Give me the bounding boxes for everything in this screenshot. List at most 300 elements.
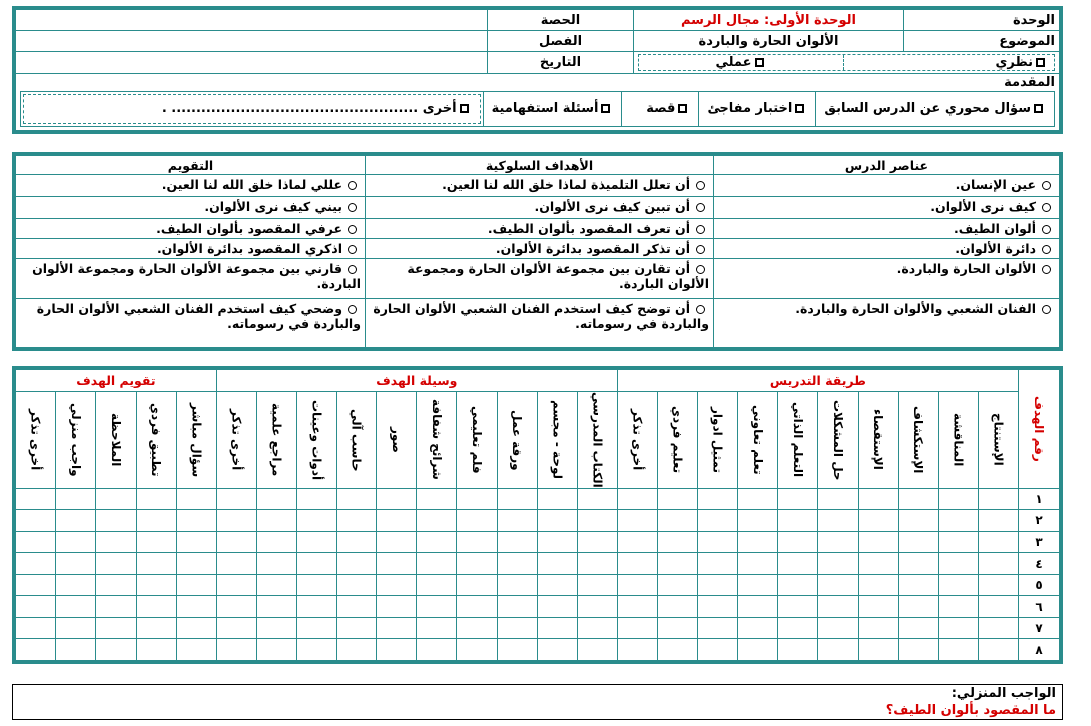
table-row xyxy=(16,617,1060,639)
grid-cell[interactable] xyxy=(898,553,938,575)
lesson-objective: أن توضح كيف استخدم الفنان الشعبي الألوان الحارة والباردة في رسوماته. xyxy=(366,299,714,348)
col-elements-header: عناصر الدرس xyxy=(714,156,1060,175)
grid-cell[interactable] xyxy=(778,574,818,596)
col-tool-header: شرائح شفافة xyxy=(417,392,457,489)
col-tool-header: حاسب آلي xyxy=(337,392,377,489)
grid-cell[interactable] xyxy=(577,553,617,575)
grid-cell[interactable] xyxy=(577,617,617,639)
grid-cell[interactable] xyxy=(457,639,497,661)
lesson-content-frame xyxy=(12,152,1063,351)
grid-cell[interactable] xyxy=(56,488,96,510)
grid-cell[interactable] xyxy=(96,596,136,618)
grid-cell[interactable] xyxy=(577,531,617,553)
grid-cell[interactable] xyxy=(577,488,617,510)
grid-cell[interactable] xyxy=(417,531,457,553)
class-value[interactable] xyxy=(16,31,488,52)
grid-cell[interactable] xyxy=(698,510,738,532)
grid-cell[interactable] xyxy=(617,617,657,639)
grid-cell[interactable] xyxy=(738,596,778,618)
col-tool-header: فلم تعليمي xyxy=(457,392,497,489)
table-row xyxy=(16,574,1060,596)
col-method-header: الإستقصاء xyxy=(858,392,898,489)
grid-cell[interactable] xyxy=(176,510,216,532)
grid-cell[interactable] xyxy=(778,488,818,510)
grid-cell[interactable] xyxy=(497,510,537,532)
grid-cell[interactable] xyxy=(818,596,858,618)
grid-cell[interactable] xyxy=(978,488,1018,510)
table-row xyxy=(16,510,1060,532)
grid-cell[interactable] xyxy=(297,639,337,661)
grid-cell[interactable] xyxy=(176,553,216,575)
col-objectives-header: الأهداف السلوكية xyxy=(366,156,714,175)
grid-cell[interactable] xyxy=(698,617,738,639)
grid-cell[interactable] xyxy=(337,596,377,618)
grid-cell[interactable] xyxy=(938,617,978,639)
col-tool-header: أدوات وعينات xyxy=(297,392,337,489)
grid-cell[interactable] xyxy=(978,553,1018,575)
grid-cell[interactable] xyxy=(417,596,457,618)
grid-cell[interactable] xyxy=(978,596,1018,618)
bullet-icon xyxy=(696,265,705,274)
grid-cell[interactable] xyxy=(457,531,497,553)
lesson-header-frame xyxy=(12,6,1063,134)
grid-cell[interactable] xyxy=(617,488,657,510)
lesson-evaluation: اذكري المقصود بدائرة الألوان. xyxy=(16,239,366,259)
grid-cell[interactable] xyxy=(337,639,377,661)
grid-cell[interactable] xyxy=(337,488,377,510)
col-tool-header: لوحة - مجسم xyxy=(537,392,577,489)
intro-option-other[interactable]: أخرى .................................................. . xyxy=(23,94,481,125)
grid-cell[interactable] xyxy=(96,488,136,510)
grid-cell[interactable] xyxy=(176,596,216,618)
lesson-element: دائرة الألوان. xyxy=(714,239,1060,259)
grid-cell[interactable] xyxy=(658,574,698,596)
objectives-grid-frame xyxy=(12,366,1063,664)
grid-cell[interactable] xyxy=(938,596,978,618)
grid-cell[interactable] xyxy=(617,510,657,532)
topic-value[interactable]: الألوان الحارة والباردة xyxy=(634,31,904,52)
grid-cell[interactable] xyxy=(938,531,978,553)
grid-cell[interactable] xyxy=(537,531,577,553)
grid-cell[interactable] xyxy=(16,488,56,510)
bullet-icon xyxy=(348,203,357,212)
checkbox-icon[interactable] xyxy=(460,104,469,113)
grid-cell[interactable] xyxy=(698,639,738,661)
grid-cell[interactable] xyxy=(978,639,1018,661)
grid-cell[interactable] xyxy=(698,574,738,596)
grid-cell[interactable] xyxy=(16,574,56,596)
grid-cell[interactable] xyxy=(16,510,56,532)
grid-cell[interactable] xyxy=(136,553,176,575)
grid-cell[interactable] xyxy=(136,617,176,639)
grid-cell[interactable] xyxy=(497,639,537,661)
grid-cell[interactable] xyxy=(938,553,978,575)
intro-option-story[interactable]: قصة xyxy=(621,92,698,127)
bullet-icon xyxy=(1042,203,1051,212)
grid-cell[interactable] xyxy=(256,639,296,661)
grid-cell[interactable] xyxy=(96,531,136,553)
grid-cell[interactable] xyxy=(577,574,617,596)
grid-cell[interactable] xyxy=(297,510,337,532)
grid-cell[interactable] xyxy=(898,510,938,532)
lesson-objective: أن تعرف المقصود بألوان الطيف. xyxy=(366,219,714,239)
row-number: ٣ xyxy=(1019,531,1060,553)
grid-cell[interactable] xyxy=(216,639,256,661)
grid-cell[interactable] xyxy=(16,617,56,639)
grid-cell[interactable] xyxy=(16,639,56,661)
grid-cell[interactable] xyxy=(698,531,738,553)
grid-cell[interactable] xyxy=(56,596,96,618)
unit-value[interactable]: الوحدة الأولى: مجال الرسم xyxy=(634,10,904,31)
row-number: ١ xyxy=(1019,488,1060,510)
col-number-header: رقم الهدف xyxy=(1019,370,1060,489)
grid-cell[interactable] xyxy=(96,510,136,532)
grid-cell[interactable] xyxy=(497,574,537,596)
grid-cell[interactable] xyxy=(497,596,537,618)
col-assessment-header: أخرى تذكر xyxy=(16,392,56,489)
grid-cell[interactable] xyxy=(256,510,296,532)
grid-cell[interactable] xyxy=(658,617,698,639)
table-row xyxy=(16,639,1060,661)
practical-checkbox[interactable] xyxy=(755,58,764,67)
grid-cell[interactable] xyxy=(377,510,417,532)
homework-value[interactable]: ما المقصود بألوان الطيف؟ xyxy=(885,703,1056,718)
grid-cell[interactable] xyxy=(16,531,56,553)
col-tool-header: صور xyxy=(377,392,417,489)
checkbox-icon[interactable] xyxy=(1034,104,1043,113)
grid-cell[interactable] xyxy=(658,553,698,575)
date-value[interactable] xyxy=(16,52,488,74)
grid-cell[interactable] xyxy=(818,510,858,532)
grid-cell[interactable] xyxy=(818,531,858,553)
checkbox-icon[interactable] xyxy=(678,104,687,113)
homework-label: الواجب المنزلي: xyxy=(951,686,1056,701)
group-methods-header: طريقة التدريس xyxy=(617,370,1018,392)
grid-cell[interactable] xyxy=(297,531,337,553)
grid-cell[interactable] xyxy=(216,553,256,575)
grid-cell[interactable] xyxy=(818,639,858,661)
grid-cell[interactable] xyxy=(337,510,377,532)
bullet-icon xyxy=(696,225,705,234)
grid-cell[interactable] xyxy=(297,596,337,618)
grid-cell[interactable] xyxy=(898,596,938,618)
grid-cell[interactable] xyxy=(457,574,497,596)
col-assessment-header: سؤال مباشر xyxy=(176,392,216,489)
intro-option-quiz[interactable]: اختبار مفاجئ xyxy=(698,92,815,127)
grid-cell[interactable] xyxy=(56,553,96,575)
grid-cell[interactable] xyxy=(537,574,577,596)
grid-cell[interactable] xyxy=(658,639,698,661)
grid-cell[interactable] xyxy=(417,488,457,510)
bullet-icon xyxy=(696,181,705,190)
grid-cell[interactable] xyxy=(738,510,778,532)
grid-cell[interactable] xyxy=(698,553,738,575)
grid-cell[interactable] xyxy=(417,510,457,532)
grid-cell[interactable] xyxy=(136,639,176,661)
col-method-header: المناقشة xyxy=(938,392,978,489)
grid-cell[interactable] xyxy=(337,574,377,596)
grid-cell[interactable] xyxy=(778,531,818,553)
grid-cell[interactable] xyxy=(577,639,617,661)
session-label: الحصة xyxy=(488,10,634,31)
intro-options xyxy=(16,91,1060,131)
grid-cell[interactable] xyxy=(377,553,417,575)
grid-cell[interactable] xyxy=(938,510,978,532)
grid-cell[interactable] xyxy=(16,596,56,618)
grid-cell[interactable] xyxy=(738,617,778,639)
lesson-element: الفنان الشعبي والألوان الحارة والباردة. xyxy=(714,299,1060,348)
grid-cell[interactable] xyxy=(256,488,296,510)
grid-cell[interactable] xyxy=(738,488,778,510)
grid-cell[interactable] xyxy=(96,553,136,575)
col-assessment-header: تطبيق فردي xyxy=(136,392,176,489)
grid-cell[interactable] xyxy=(617,553,657,575)
grid-cell[interactable] xyxy=(176,617,216,639)
grid-cell[interactable] xyxy=(778,639,818,661)
checkbox-icon[interactable] xyxy=(795,104,804,113)
lesson-type xyxy=(634,52,1060,74)
lesson-objective: أن تعلل التلميذة لماذا خلق الله لنا العين. xyxy=(366,175,714,197)
grid-cell[interactable] xyxy=(778,596,818,618)
grid-cell[interactable] xyxy=(216,574,256,596)
grid-cell[interactable] xyxy=(56,574,96,596)
bullet-icon xyxy=(348,305,357,314)
grid-cell[interactable] xyxy=(136,510,176,532)
grid-cell[interactable] xyxy=(417,574,457,596)
grid-cell[interactable] xyxy=(497,553,537,575)
grid-cell[interactable] xyxy=(858,553,898,575)
grid-cell[interactable] xyxy=(537,510,577,532)
grid-cell[interactable] xyxy=(56,531,96,553)
grid-cell[interactable] xyxy=(698,596,738,618)
col-method-header: الإستكشاف xyxy=(898,392,938,489)
grid-cell[interactable] xyxy=(778,617,818,639)
lesson-objective: أن تبين كيف نرى الألوان. xyxy=(366,197,714,219)
grid-cell[interactable] xyxy=(818,574,858,596)
grid-cell[interactable] xyxy=(297,553,337,575)
grid-cell[interactable] xyxy=(176,531,216,553)
intro-option-prev-question[interactable]: سؤال محوري عن الدرس السابق xyxy=(815,92,1054,127)
grid-cell[interactable] xyxy=(577,510,617,532)
checkbox-icon[interactable] xyxy=(601,104,610,113)
grid-cell[interactable] xyxy=(337,617,377,639)
col-tool-header: أخرى تذكر xyxy=(216,392,256,489)
grid-cell[interactable] xyxy=(738,639,778,661)
grid-cell[interactable] xyxy=(537,617,577,639)
grid-cell[interactable] xyxy=(818,553,858,575)
col-assessment-header: الملاحظة xyxy=(96,392,136,489)
grid-cell[interactable] xyxy=(136,488,176,510)
grid-cell[interactable] xyxy=(738,531,778,553)
grid-cell[interactable] xyxy=(858,574,898,596)
grid-cell[interactable] xyxy=(898,639,938,661)
bullet-icon xyxy=(1042,265,1051,274)
bullet-icon xyxy=(1042,245,1051,254)
col-method-header: التعلم الذاتي xyxy=(778,392,818,489)
grid-cell[interactable] xyxy=(617,574,657,596)
row-number: ٧ xyxy=(1019,617,1060,639)
session-value[interactable] xyxy=(16,10,488,31)
grid-cell[interactable] xyxy=(377,488,417,510)
grid-cell[interactable] xyxy=(658,488,698,510)
grid-cell[interactable] xyxy=(297,574,337,596)
col-tool-header: الكتاب المدرسي xyxy=(577,392,617,489)
bullet-icon xyxy=(1042,225,1051,234)
grid-cell[interactable] xyxy=(56,510,96,532)
col-method-header: تعلم تعاوني xyxy=(738,392,778,489)
grid-cell[interactable] xyxy=(658,596,698,618)
practical-option[interactable]: عملي xyxy=(639,55,843,70)
bullet-icon xyxy=(696,203,705,212)
grid-cell[interactable] xyxy=(377,639,417,661)
grid-cell[interactable] xyxy=(216,617,256,639)
grid-cell[interactable] xyxy=(938,488,978,510)
grid-cell[interactable] xyxy=(297,617,337,639)
grid-cell[interactable] xyxy=(818,617,858,639)
grid-cell[interactable] xyxy=(417,617,457,639)
grid-cell[interactable] xyxy=(698,488,738,510)
lesson-evaluation: بيني كيف نرى الألوان. xyxy=(16,197,366,219)
class-label: الفصل xyxy=(488,31,634,52)
grid-cell[interactable] xyxy=(617,531,657,553)
row-number: ٤ xyxy=(1019,553,1060,575)
intro-option-questions[interactable]: أسئلة استفهامية xyxy=(483,92,622,127)
lesson-header-table xyxy=(15,9,1060,131)
grid-cell[interactable] xyxy=(457,510,497,532)
grid-cell[interactable] xyxy=(216,488,256,510)
grid-cell[interactable] xyxy=(457,553,497,575)
grid-cell[interactable] xyxy=(216,596,256,618)
grid-cell[interactable] xyxy=(537,488,577,510)
grid-cell[interactable] xyxy=(457,596,497,618)
grid-cell[interactable] xyxy=(297,488,337,510)
bullet-icon xyxy=(696,305,705,314)
grid-cell[interactable] xyxy=(337,531,377,553)
grid-cell[interactable] xyxy=(136,574,176,596)
grid-cell[interactable] xyxy=(256,531,296,553)
grid-cell[interactable] xyxy=(858,488,898,510)
col-method-header: أخرى تذكر xyxy=(617,392,657,489)
row-number: ٨ xyxy=(1019,639,1060,661)
grid-cell[interactable] xyxy=(216,531,256,553)
grid-cell[interactable] xyxy=(377,531,417,553)
topic-label: الموضوع xyxy=(904,31,1060,52)
grid-cell[interactable] xyxy=(658,510,698,532)
lesson-element: ألوان الطيف. xyxy=(714,219,1060,239)
bullet-icon xyxy=(348,245,357,254)
grid-cell[interactable] xyxy=(738,553,778,575)
group-assessment-header: تقويم الهدف xyxy=(16,370,217,392)
grid-cell[interactable] xyxy=(537,639,577,661)
grid-cell[interactable] xyxy=(778,510,818,532)
col-evaluation-header: التقويم xyxy=(16,156,366,175)
grid-cell[interactable] xyxy=(176,639,216,661)
grid-cell[interactable] xyxy=(858,617,898,639)
grid-cell[interactable] xyxy=(858,531,898,553)
objectives-grid xyxy=(15,369,1060,661)
grid-cell[interactable] xyxy=(16,553,56,575)
grid-cell[interactable] xyxy=(377,574,417,596)
grid-cell[interactable] xyxy=(898,574,938,596)
grid-cell[interactable] xyxy=(136,531,176,553)
grid-cell[interactable] xyxy=(337,553,377,575)
grid-cell[interactable] xyxy=(136,596,176,618)
grid-cell[interactable] xyxy=(457,488,497,510)
lesson-objective: أن تقارن بين مجموعة الألوان الحارة ومجموعة الألوان الباردة. xyxy=(366,259,714,299)
grid-cell[interactable] xyxy=(938,639,978,661)
grid-cell[interactable] xyxy=(617,639,657,661)
grid-cell[interactable] xyxy=(497,488,537,510)
lesson-element: كيف نرى الألوان. xyxy=(714,197,1060,219)
grid-cell[interactable] xyxy=(497,531,537,553)
bullet-icon xyxy=(348,265,357,274)
row-number: ٢ xyxy=(1019,510,1060,532)
grid-cell[interactable] xyxy=(898,531,938,553)
homework-box xyxy=(12,684,1063,720)
grid-cell[interactable] xyxy=(778,553,818,575)
grid-cell[interactable] xyxy=(978,531,1018,553)
grid-cell[interactable] xyxy=(417,639,457,661)
grid-cell[interactable] xyxy=(457,617,497,639)
grid-cell[interactable] xyxy=(96,639,136,661)
grid-cell[interactable] xyxy=(256,617,296,639)
group-tools-header: وسيلة الهدف xyxy=(216,370,617,392)
grid-cell[interactable] xyxy=(256,574,296,596)
table-row xyxy=(16,531,1060,553)
grid-cell[interactable] xyxy=(938,574,978,596)
grid-cell[interactable] xyxy=(617,596,657,618)
grid-cell[interactable] xyxy=(96,574,136,596)
grid-cell[interactable] xyxy=(858,510,898,532)
grid-cell[interactable] xyxy=(978,510,1018,532)
col-method-header: حل المشكلات xyxy=(818,392,858,489)
grid-cell[interactable] xyxy=(56,639,96,661)
grid-cell[interactable] xyxy=(898,488,938,510)
grid-cell[interactable] xyxy=(537,553,577,575)
lesson-objective: أن تذكر المقصود بدائرة الألوان. xyxy=(366,239,714,259)
grid-cell[interactable] xyxy=(176,488,216,510)
grid-cell[interactable] xyxy=(176,574,216,596)
grid-cell[interactable] xyxy=(858,596,898,618)
grid-cell[interactable] xyxy=(978,574,1018,596)
grid-cell[interactable] xyxy=(978,617,1018,639)
grid-cell[interactable] xyxy=(818,488,858,510)
row-number: ٥ xyxy=(1019,574,1060,596)
grid-cell[interactable] xyxy=(256,596,296,618)
grid-cell[interactable] xyxy=(256,553,296,575)
grid-cell[interactable] xyxy=(738,574,778,596)
bullet-icon xyxy=(1042,305,1051,314)
grid-cell[interactable] xyxy=(658,531,698,553)
grid-cell[interactable] xyxy=(497,617,537,639)
bullet-icon xyxy=(1042,181,1051,190)
grid-cell[interactable] xyxy=(377,617,417,639)
grid-cell[interactable] xyxy=(216,510,256,532)
grid-cell[interactable] xyxy=(577,596,617,618)
theory-checkbox[interactable] xyxy=(1036,58,1045,67)
grid-cell[interactable] xyxy=(417,553,457,575)
grid-cell[interactable] xyxy=(858,639,898,661)
grid-cell[interactable] xyxy=(56,617,96,639)
grid-cell[interactable] xyxy=(898,617,938,639)
lesson-evaluation: قارني بين مجموعة الألوان الحارة ومجموعة الألوان الباردة. xyxy=(16,259,366,299)
grid-cell[interactable] xyxy=(537,596,577,618)
lesson-element: عين الإنسان. xyxy=(714,175,1060,197)
col-tool-header: ورقة عمل xyxy=(497,392,537,489)
grid-cell[interactable] xyxy=(96,617,136,639)
theory-option[interactable]: نظري xyxy=(843,55,1054,70)
grid-cell[interactable] xyxy=(377,596,417,618)
